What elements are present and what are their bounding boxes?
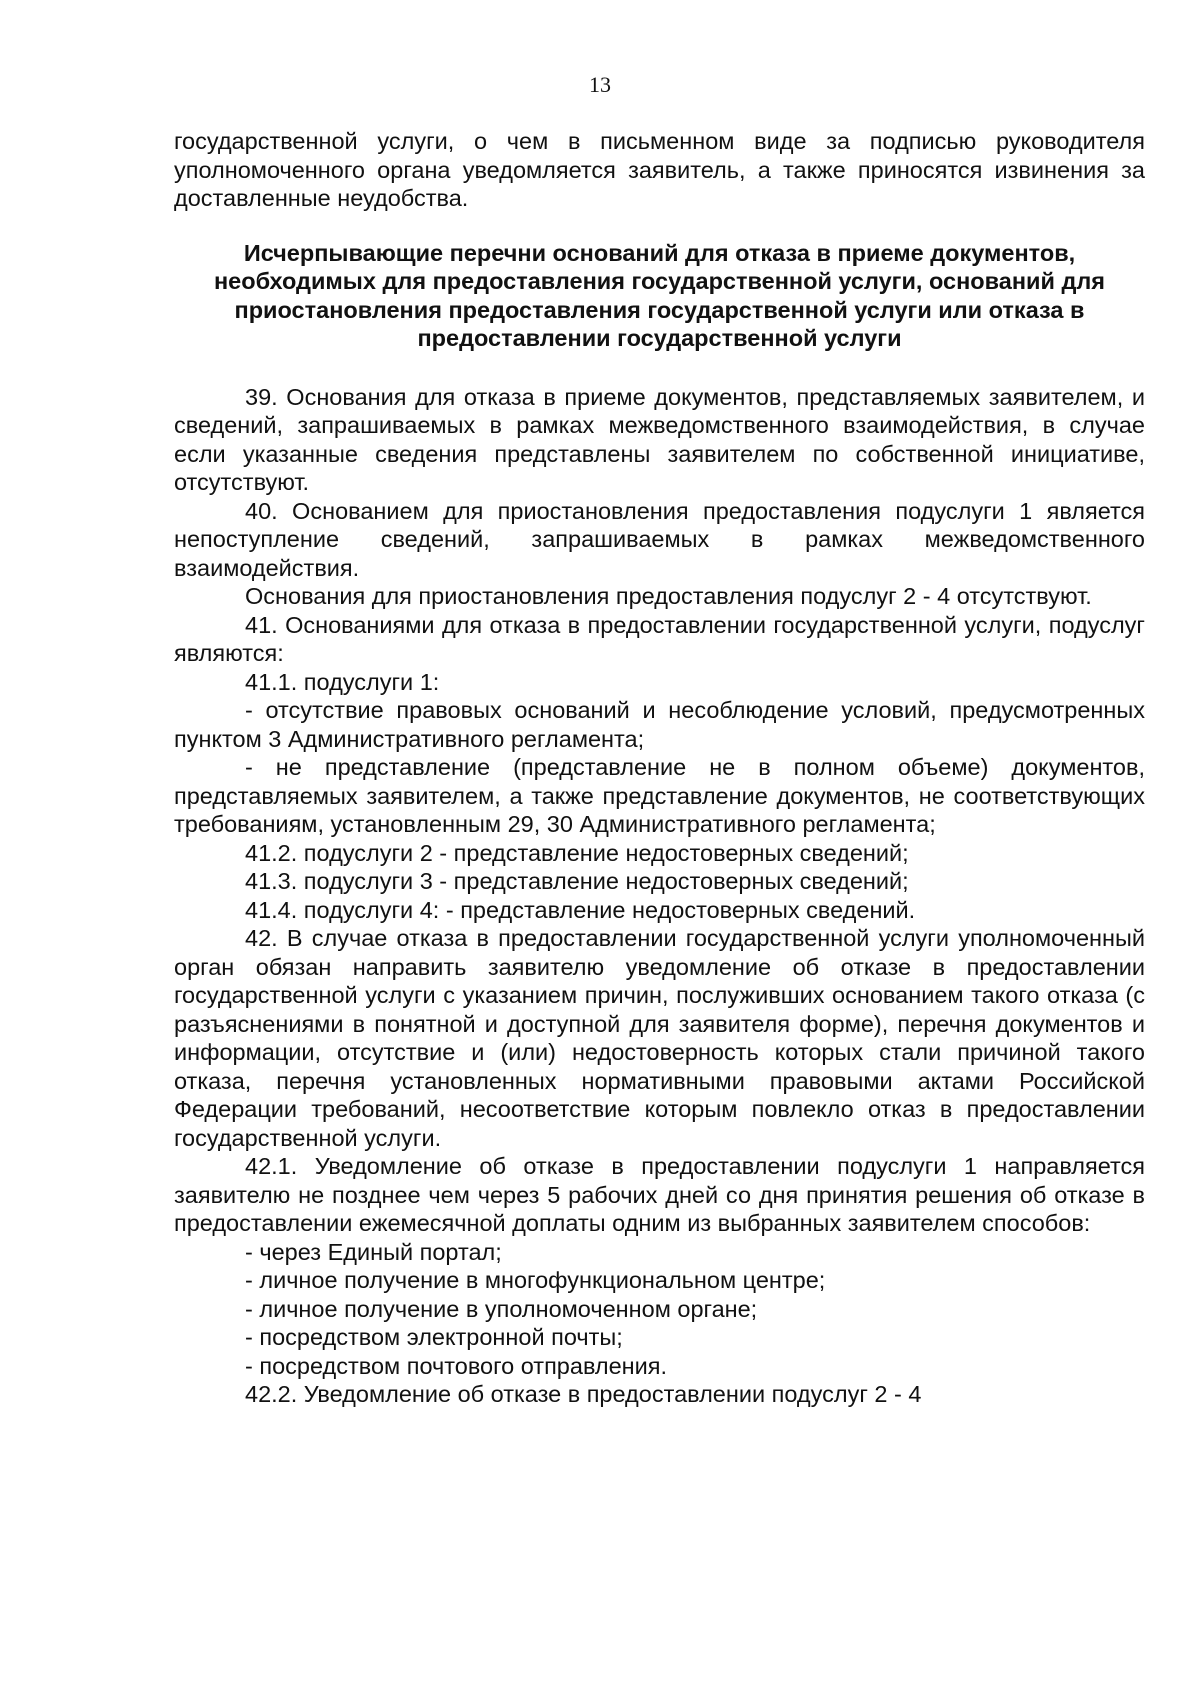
list-item: - посредством электронной почты; [245,1324,623,1350]
paragraph-42-2: 42.2. Уведомление об отказе в предоставлении подуслуг 2 - 4 [245,1381,922,1407]
paragraph-39: 39. Основания для отказа в приеме документов, представляемых заявителем, и сведений, запрашиваемых в рамках межведомственного взаимодействия, в случае если указанные сведения представлены заявителем по собственной инициативе, отсутствуют. [174,383,1145,495]
list-item: - личное получение в уполномоченном органе; [245,1295,758,1322]
paragraph-41: 41. Основаниями для отказа в предоставлении государственной услуги, подуслуг являются: [174,611,1145,666]
paragraph-41-1-a: - отсутствие правовых оснований и несоблюдение условий, предусмотренных пунктом 3 Административного регламента; [174,697,1145,752]
paragraph-41-1: 41.1. подуслуги 1: [245,668,440,695]
paragraph-41-2: 41.2. подуслуги 2 - представление недостоверных сведений; [245,839,909,866]
list-item: - посредством почтового отправления. [245,1352,668,1379]
intro-paragraph: государственной услуги, о чем в письменном виде за подписью руководителя уполномоченного органа уведомляется заявитель, а также приносятся извинения за доставленные неудобства. [174,128,1145,211]
list-item: - через Единый портал; [245,1238,502,1265]
list-item: - личное получение в многофункциональном центре; [245,1267,826,1293]
document-body [174,127,1145,1409]
page-number: 13 [589,72,611,97]
paragraph-41-4: 41.4. подуслуги 4: - представление недостоверных сведений. [245,896,916,923]
paragraph-41-1-b: - не представление (представление не в полном объеме) документов, представляемых заявителем, а также представление документов, не соответствующих требованиям, установленным 29, 30 Административного регламента; [174,754,1145,837]
paragraph-40: 40. Основанием для приостановления предоставления подуслуги 1 является непоступление сведений, запрашиваемых в рамках межведомственного взаимодействия. [174,497,1145,581]
section-heading: Исчерпывающие перечни оснований для отказа в приеме документов, необходимых для предоставления государственной услуги, оснований для приостановления предоставления государственной услуги или отказа в предоставлении государственной услуги [213,239,1105,351]
paragraph-42-1: 42.1. Уведомление об отказе в предоставлении подуслуги 1 направляется заявителю не позднее чем через 5 рабочих дней со дня принятия решения об отказе в предоставлении ежемесячной доплаты одним из выбранных заявителем способов: [174,1153,1145,1236]
paragraph-40-continued: Основания для приостановления предоставления подуслуг 2 - 4 отсутствуют. [245,583,1092,609]
paragraph-41-3: 41.3. подуслуги 3 - представление недостоверных сведений; [245,868,909,894]
paragraph-42: 42. В случае отказа в предоставлении государственной услуги уполномоченный орган обязан направить заявителю уведомление об отказе в предоставлении государственной услуги с указанием причин, послуживших основанием такого отказа (с разъяснениями в понятной и доступной для заявителя форме), перечня документов и информации, отсутствие и (или) недостоверность которых стали причиной такого отказа, перечня установленных нормативными правовыми актами Российской Федерации требований, несоответствие которым повлекло отказ в предоставлении государственной услуги. [174,925,1145,1151]
